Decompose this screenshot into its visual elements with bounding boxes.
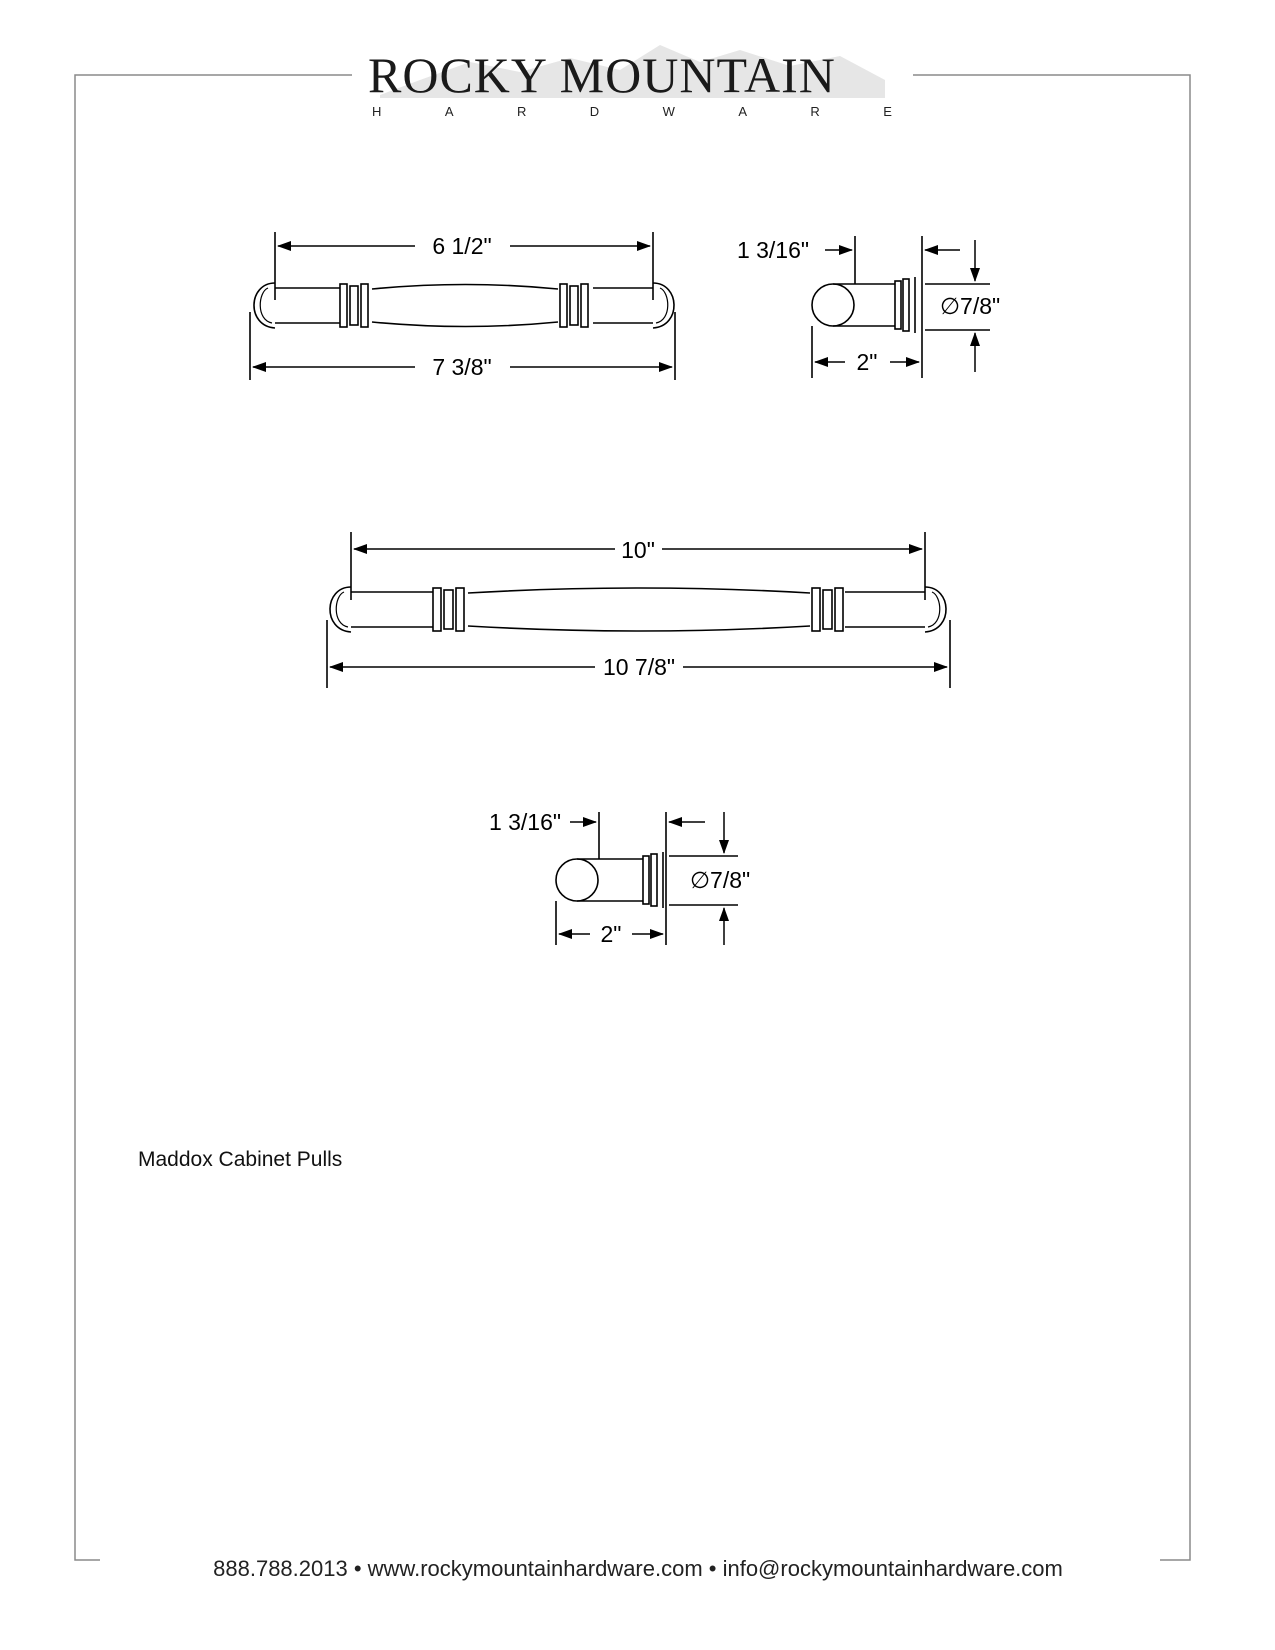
small-side-depth-label: 1 3/16" bbox=[736, 237, 810, 263]
small-pull-overall-label: 7 3/8" bbox=[432, 354, 492, 380]
brand-name: ROCKY MOUNTAIN bbox=[368, 47, 836, 103]
large-pull-overall-label: 10 7/8" bbox=[602, 654, 676, 680]
large-side-depth-label: 1 3/16" bbox=[488, 809, 562, 835]
product-caption: Maddox Cabinet Pulls bbox=[138, 1148, 343, 1171]
small-side-projection-label: 2" bbox=[856, 349, 878, 375]
large-pull-cc-label: 10" bbox=[621, 537, 655, 563]
small-side-diameter-label: ∅7/8" bbox=[940, 293, 1001, 319]
large-side-projection-label: 2" bbox=[600, 921, 622, 947]
brand-subtitle: H A R D W A R E bbox=[372, 104, 892, 119]
small-pull-cc-label: 6 1/2" bbox=[432, 233, 492, 259]
footer-contact: 888.788.2013 • www.rockymountainhardware.com • info@rockymountainhardware.com bbox=[213, 1556, 1063, 1581]
large-side-diameter-label: ∅7/8" bbox=[690, 867, 751, 893]
